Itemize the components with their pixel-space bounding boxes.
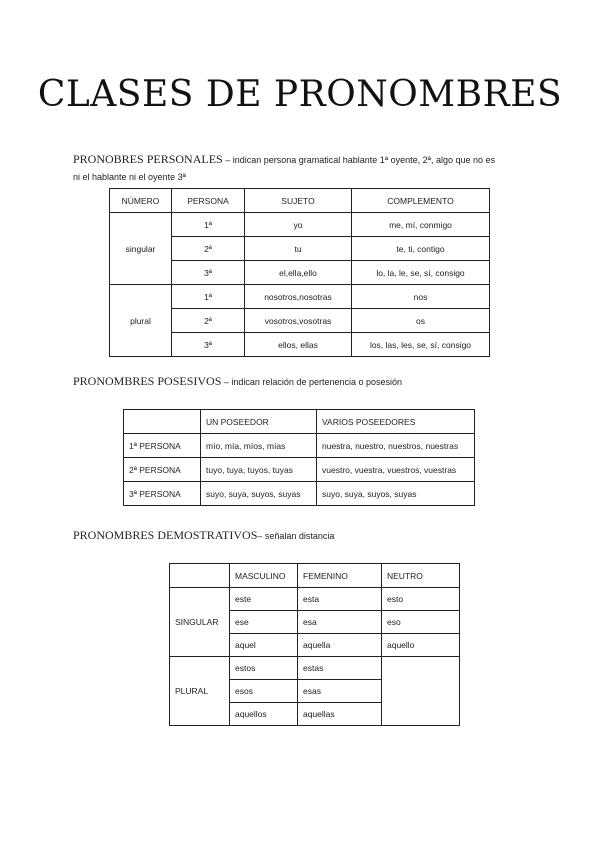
header-persona: PERSONA: [172, 189, 245, 213]
complemento-cell: me, mí, conmigo: [352, 213, 490, 237]
demostrativos-desc: – señalan distancia: [257, 531, 335, 541]
table-row: [124, 458, 475, 482]
demostrativos-heading: PRONOMBRES DEMOSTRATIVOS: [73, 528, 258, 542]
number-cell: PLURAL: [170, 657, 230, 726]
neutro-cell: eso: [382, 611, 460, 634]
neutro-cell: esto: [382, 588, 460, 611]
page-title: CLASES DE PRONOMBRES: [37, 74, 563, 115]
header-complemento: COMPLEMENTO: [352, 189, 490, 213]
persona-cell: 1ª PERSONA: [124, 434, 201, 458]
masculino-cell: aquellos: [230, 703, 298, 726]
masculino-cell: estos: [230, 657, 298, 680]
varios-poseedores-cell: suyo, suya, suyos, suyas: [317, 482, 475, 506]
header-numero: NÚMERO: [110, 189, 172, 213]
posesivos-desc: – indican relación de pertenencia o posesión: [221, 377, 403, 387]
table-row: [124, 482, 475, 506]
persona-cell: 3ª PERSONA: [124, 482, 201, 506]
neutro-cell: aquello: [382, 634, 460, 657]
header-varios-poseedores: VARIOS POSEEDORES: [317, 410, 475, 434]
demostrativos-table: [169, 563, 460, 726]
table-row: [170, 657, 460, 680]
un-poseedor-cell: suyo, suya, suyos, suyas: [201, 482, 317, 506]
masculino-cell: ese: [230, 611, 298, 634]
header-un-poseedor: UN POSEEDOR: [201, 410, 317, 434]
femenino-cell: estas: [298, 657, 382, 680]
femenino-cell: esas: [298, 680, 382, 703]
varios-poseedores-cell: nuestra, nuestro, nuestros, nuestras: [317, 434, 475, 458]
persona-cell: 1ª: [172, 213, 245, 237]
table-row: [124, 434, 475, 458]
masculino-cell: esos: [230, 680, 298, 703]
personales-desc-line2: ni el hablante ni el oyente 3ª: [73, 172, 186, 182]
persona-cell: 2ª: [172, 237, 245, 261]
header-empty: [124, 410, 201, 434]
table-header-row: [110, 189, 490, 213]
sujeto-cell: el,ella,ello: [245, 261, 352, 285]
table-row: [110, 285, 490, 309]
persona-cell: 2ª: [172, 309, 245, 333]
table-header-row: [170, 564, 460, 588]
sujeto-cell: yo: [245, 213, 352, 237]
femenino-cell: esta: [298, 588, 382, 611]
persona-cell: 1ª: [172, 285, 245, 309]
complemento-cell: os: [352, 309, 490, 333]
posesivos-table: [123, 409, 475, 506]
un-poseedor-cell: tuyo, tuya, tuyos, tuyas: [201, 458, 317, 482]
un-poseedor-cell: mío, mía, míos, mías: [201, 434, 317, 458]
table-row: [110, 213, 490, 237]
femenino-cell: aquellas: [298, 703, 382, 726]
header-empty: [170, 564, 230, 588]
complemento-cell: lo, la, le, se, sí, consigo: [352, 261, 490, 285]
number-cell: plural: [110, 285, 172, 357]
header-neutro: NEUTRO: [382, 564, 460, 588]
persona-cell: 3ª: [172, 333, 245, 357]
varios-poseedores-cell: vuestro, vuestra, vuestros, vuestras: [317, 458, 475, 482]
masculino-cell: aquel: [230, 634, 298, 657]
posesivos-intro: [73, 373, 533, 391]
complemento-cell: los, las, les, se, sí, consigo: [352, 333, 490, 357]
sujeto-cell: vosotros,vosotras: [245, 309, 352, 333]
sujeto-cell: nosotros,nosotras: [245, 285, 352, 309]
table-row: [170, 588, 460, 611]
number-cell: singular: [110, 213, 172, 285]
posesivos-heading: PRONOMBRES POSESIVOS: [73, 374, 222, 388]
personales-heading: PRONOBRES PERSONALES: [73, 152, 223, 166]
header-femenino: FEMENINO: [298, 564, 382, 588]
complemento-cell: nos: [352, 285, 490, 309]
persona-cell: 3ª: [172, 261, 245, 285]
header-sujeto: SUJETO: [245, 189, 352, 213]
sujeto-cell: ellos, ellas: [245, 333, 352, 357]
sujeto-cell: tu: [245, 237, 352, 261]
number-cell: SINGULAR: [170, 588, 230, 657]
table-header-row: [124, 410, 475, 434]
femenino-cell: esa: [298, 611, 382, 634]
femenino-cell: aquella: [298, 634, 382, 657]
personales-intro: [73, 151, 533, 186]
neutro-empty-cell: [382, 657, 460, 726]
demostrativos-intro: [73, 527, 533, 545]
personales-table: [109, 188, 490, 357]
personales-desc-line1: – indican persona gramatical hablante 1ª oyente, 2ª, algo que no es: [222, 155, 496, 165]
masculino-cell: este: [230, 588, 298, 611]
complemento-cell: te, ti, contigo: [352, 237, 490, 261]
header-masculino: MASCULINO: [230, 564, 298, 588]
persona-cell: 2ª PERSONA: [124, 458, 201, 482]
